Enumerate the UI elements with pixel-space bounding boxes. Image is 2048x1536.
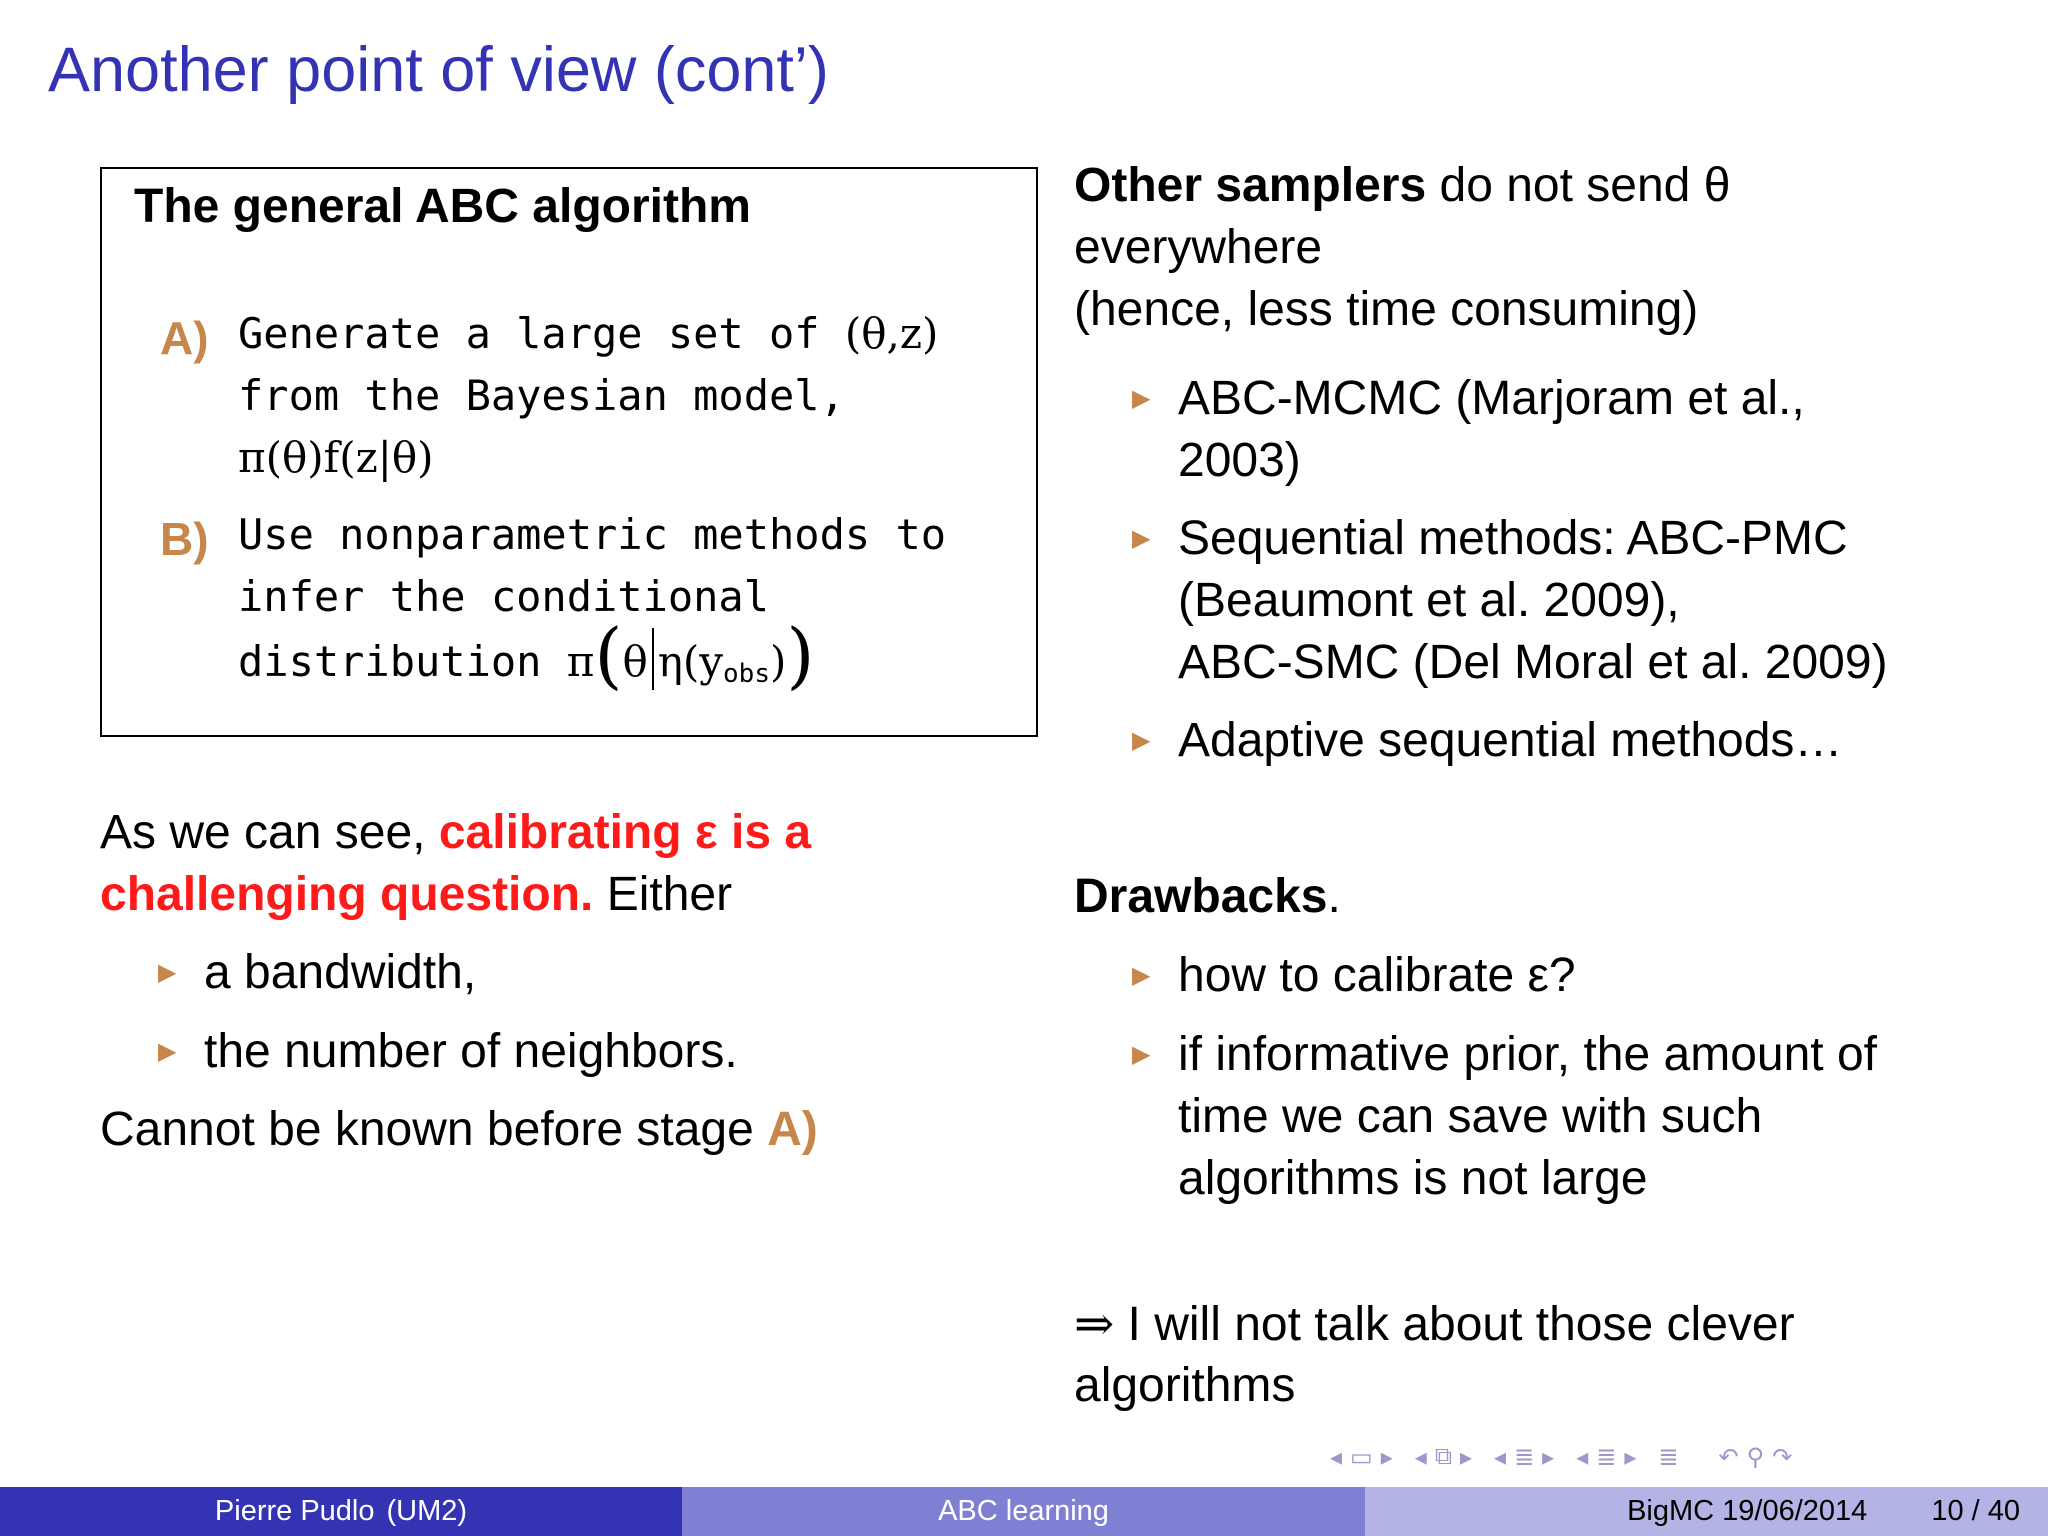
left-closing-ref: A) [767, 1103, 818, 1156]
drawback-bullet-2-line2: time we can save with such [1178, 1090, 1763, 1143]
nav-next-subsection-icon[interactable]: ▸ [1459, 1443, 1473, 1471]
algorithm-block [100, 167, 1038, 737]
nav-prev-frame-icon[interactable]: ◂ [1330, 1443, 1343, 1471]
sampler-bullet-1-line1: ABC-MCMC (Marjoram et al., [1178, 372, 1805, 425]
footer-date-section [1365, 1487, 2048, 1536]
drawback-bullet-2-line3: algorithms is not large [1178, 1152, 1648, 1205]
navigation-bar [1330, 1440, 1814, 1474]
nav-search-icon[interactable]: ⚲ [1746, 1443, 1765, 1471]
nav-search-group [1719, 1443, 1793, 1472]
step-b-line3: distribution π(θ $\eta(y_{obs})$) [238, 613, 815, 697]
step-a-label: A) [160, 312, 209, 364]
drawback-bullet-1 [1132, 945, 1576, 1007]
nav-next-doc-icon[interactable]: ▸ [1624, 1443, 1637, 1471]
left-bullet-1-text: a bandwidth, [204, 946, 477, 999]
left-bullet-1 [158, 942, 477, 1004]
right-intro-line2: everywhere [1074, 221, 1323, 274]
step-a-line1-math: (θ,z) [844, 309, 939, 358]
nav-back-icon[interactable]: ↶ [1718, 1443, 1739, 1471]
nav-doc-group [1576, 1443, 1636, 1472]
nav-section-icon[interactable]: ≣ [1514, 1443, 1535, 1471]
footer-author-section [0, 1487, 682, 1536]
right-intro-plain: do not send θ [1426, 159, 1731, 212]
footer-page-number: 10 / 40 [1931, 1495, 2020, 1527]
left-text-line2 [100, 864, 732, 926]
step-b-line2: infer the conditional [238, 572, 770, 621]
bullet-triangle-icon: ▶ [1132, 525, 1151, 552]
step-a-line1-text: Generate a large set of [238, 309, 845, 358]
right-intro-line1 [1074, 155, 1730, 217]
nav-prev-subsection-icon[interactable]: ◂ [1414, 1443, 1427, 1471]
sampler-bullet-3-line1: Adaptive sequential methods… [1178, 714, 1843, 767]
nav-subsection-group [1415, 1443, 1472, 1472]
conclusion-text-1: I will not talk about those clever [1114, 1298, 1795, 1351]
left-text-alert-1: calibrating ε is a [438, 806, 812, 859]
nav-section-group [1494, 1443, 1554, 1472]
nav-next-section-icon[interactable]: ▸ [1542, 1443, 1555, 1471]
bullet-triangle-icon: ▶ [1132, 1041, 1151, 1068]
nav-subsection-icon[interactable]: ⧉ [1434, 1443, 1452, 1470]
nav-frame-group [1330, 1443, 1393, 1472]
left-closing-text: Cannot be known before stage [100, 1103, 768, 1156]
slide-footer [0, 1487, 2048, 1536]
drawbacks-period: . [1327, 870, 1341, 923]
formula-conditional-bar [652, 628, 654, 690]
sampler-bullet-1 [1132, 368, 1805, 492]
footer-title-section [682, 1487, 1365, 1536]
slide-title: Another point of view (cont’) [48, 35, 829, 105]
nav-prev-section-icon[interactable]: ◂ [1494, 1443, 1507, 1471]
footer-short-title: ABC learning [938, 1495, 1109, 1527]
bullet-triangle-icon: ▶ [158, 1038, 177, 1065]
step-b-label: B) [160, 513, 209, 565]
drawbacks-heading [1074, 866, 1341, 928]
formula-close: ) [769, 637, 787, 686]
right-intro-bold: Other samplers [1074, 159, 1427, 212]
right-intro-line3: (hence, less time consuming) [1074, 283, 1699, 336]
footer-event: BigMC 19/06/2014 [1627, 1495, 1868, 1527]
footer-affiliation: (UM2) [386, 1495, 468, 1527]
formula-subscript: obs [723, 659, 770, 689]
drawback-bullet-2-line1: if informative prior, the amount of [1178, 1028, 1877, 1081]
drawback-bullet-2 [1132, 1024, 1877, 1210]
sampler-bullet-3 [1132, 710, 1843, 772]
left-bullet-2 [158, 1021, 738, 1083]
nav-outline-group [1658, 1443, 1678, 1472]
nav-next-frame-icon[interactable]: ▸ [1380, 1443, 1393, 1471]
bullet-triangle-icon: ▶ [1132, 385, 1151, 412]
step-a-line1 [238, 303, 938, 365]
left-text-alert-2: challenging question. [100, 868, 594, 921]
nav-doc-icon[interactable]: ≣ [1596, 1443, 1617, 1471]
formula-theta: θ [622, 637, 648, 686]
left-text-either: Either [593, 868, 733, 921]
step-a-line3: π(θ)f(z|θ) [238, 433, 434, 482]
conclusion-line2: algorithms [1074, 1359, 1296, 1412]
conclusion-line1 [1074, 1293, 1795, 1356]
step-b-line3-text: distribution [238, 637, 567, 686]
nav-prev-doc-icon[interactable]: ◂ [1576, 1443, 1589, 1471]
drawback-bullet-1-line1: how to calibrate ε? [1178, 949, 1576, 1002]
drawbacks-bold: Drawbacks [1074, 870, 1328, 923]
formula-eta: η(y [657, 637, 724, 686]
algorithm-heading: The general ABC algorithm [134, 180, 751, 233]
nav-outline-icon[interactable]: ≣ [1658, 1443, 1679, 1471]
sampler-bullet-2-line2: (Beaumont et al. 2009), [1178, 574, 1680, 627]
left-text-line1 [100, 802, 811, 864]
bullet-triangle-icon: ▶ [158, 959, 177, 986]
left-text-closing [100, 1099, 818, 1161]
footer-author: Pierre Pudlo [214, 1495, 375, 1527]
nav-frame-icon[interactable]: ▭ [1350, 1443, 1373, 1471]
sampler-bullet-2-line1: Sequential methods: ABC-PMC [1178, 512, 1848, 565]
sampler-bullet-1-line2: 2003) [1178, 434, 1301, 487]
bullet-triangle-icon: ▶ [1132, 962, 1151, 989]
bullet-triangle-icon: ▶ [1132, 727, 1151, 754]
step-b-line1: Use nonparametric methods to [238, 510, 947, 559]
left-text-plain: As we can see, [100, 806, 439, 859]
implies-arrow-icon: ⇒ [1074, 1296, 1115, 1352]
formula-pi: π [566, 637, 595, 686]
left-bullet-2-text: the number of neighbors. [204, 1025, 738, 1078]
nav-forward-icon[interactable]: ↷ [1772, 1443, 1793, 1471]
step-a-line2: from the Bayesian model, [238, 371, 845, 420]
sampler-bullet-2-line3: ABC-SMC (Del Moral et al. 2009) [1178, 636, 1888, 689]
sampler-bullet-2 [1132, 508, 1888, 694]
